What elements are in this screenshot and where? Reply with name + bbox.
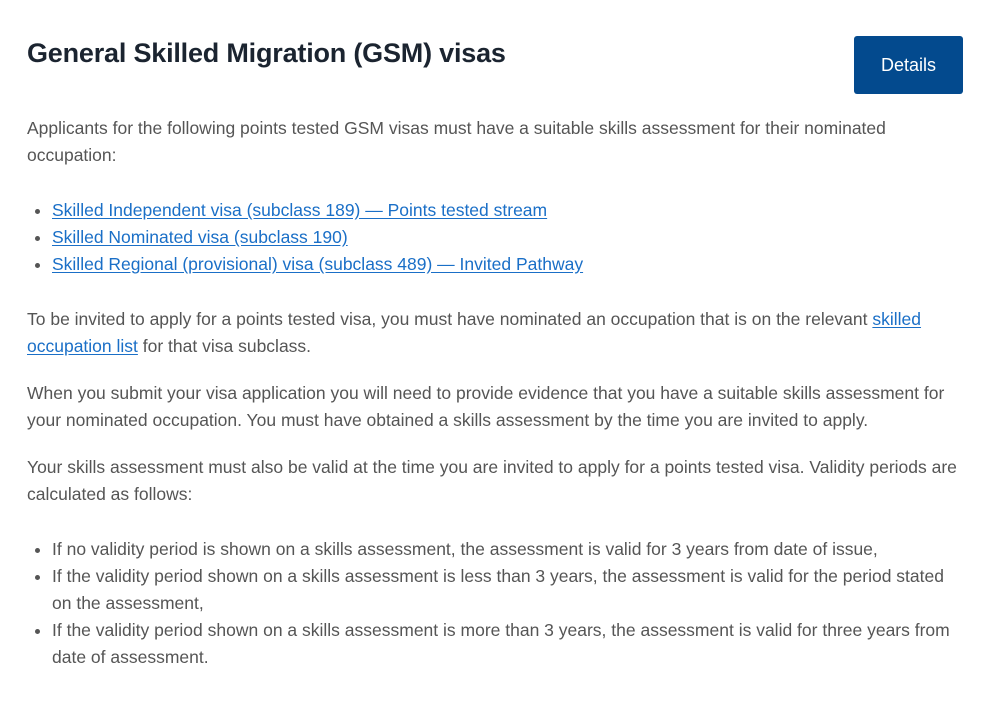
evidence-paragraph: When you submit your visa application you will need to provide evidence that you have a suitable skills assessment for your nominated occupation. You must have obtained a skills assessment by the time you are invited to apply. (27, 383, 945, 430)
invite-paragraph (27, 306, 963, 360)
list-item: • If no validity period is shown on a skills assessment, the assessment is valid for 3 years from date of issue, (52, 536, 963, 563)
invite-text-before: To be invited to apply for a points tested visa, you must have nominated an occupation that is on the relevant (27, 309, 873, 329)
link-subclass-189[interactable]: Skilled Independent visa (subclass 189) — Points tested stream (52, 200, 548, 220)
list-item: • If the validity period shown on a skills assessment is more than 3 years, the assessment is valid for three years from date of assessment. (52, 617, 963, 671)
visa-link-list (27, 197, 963, 278)
intro-paragraph: Applicants for the following points tested GSM visas must have a suitable skills assessment for their nominated occupation: (27, 118, 886, 165)
validity-paragraph: Your skills assessment must also be valid at the time you are invited to apply for a points tested visa. Validity periods are calculated as follows: (27, 457, 957, 504)
list-item (52, 197, 963, 224)
list-item (52, 251, 963, 278)
details-button[interactable]: Details (854, 36, 963, 94)
list-item: • If the validity period shown on a skills assessment is less than 3 years, the assessment is valid for the period stated on the assessment, (52, 563, 963, 617)
page-title: General Skilled Migration (GSM) visas (27, 38, 506, 68)
link-subclass-190[interactable]: Skilled Nominated visa (subclass 190) (52, 227, 348, 247)
link-subclass-489[interactable]: Skilled Regional (provisional) visa (subclass 489) — Invited Pathway (52, 254, 584, 274)
list-item (52, 224, 963, 251)
validity-rules-list (27, 536, 963, 671)
skilled-occupation-list-link[interactable]: skilled occupation list (27, 309, 922, 356)
invite-text-after: for that visa subclass. (137, 336, 312, 356)
section-body (27, 115, 963, 691)
